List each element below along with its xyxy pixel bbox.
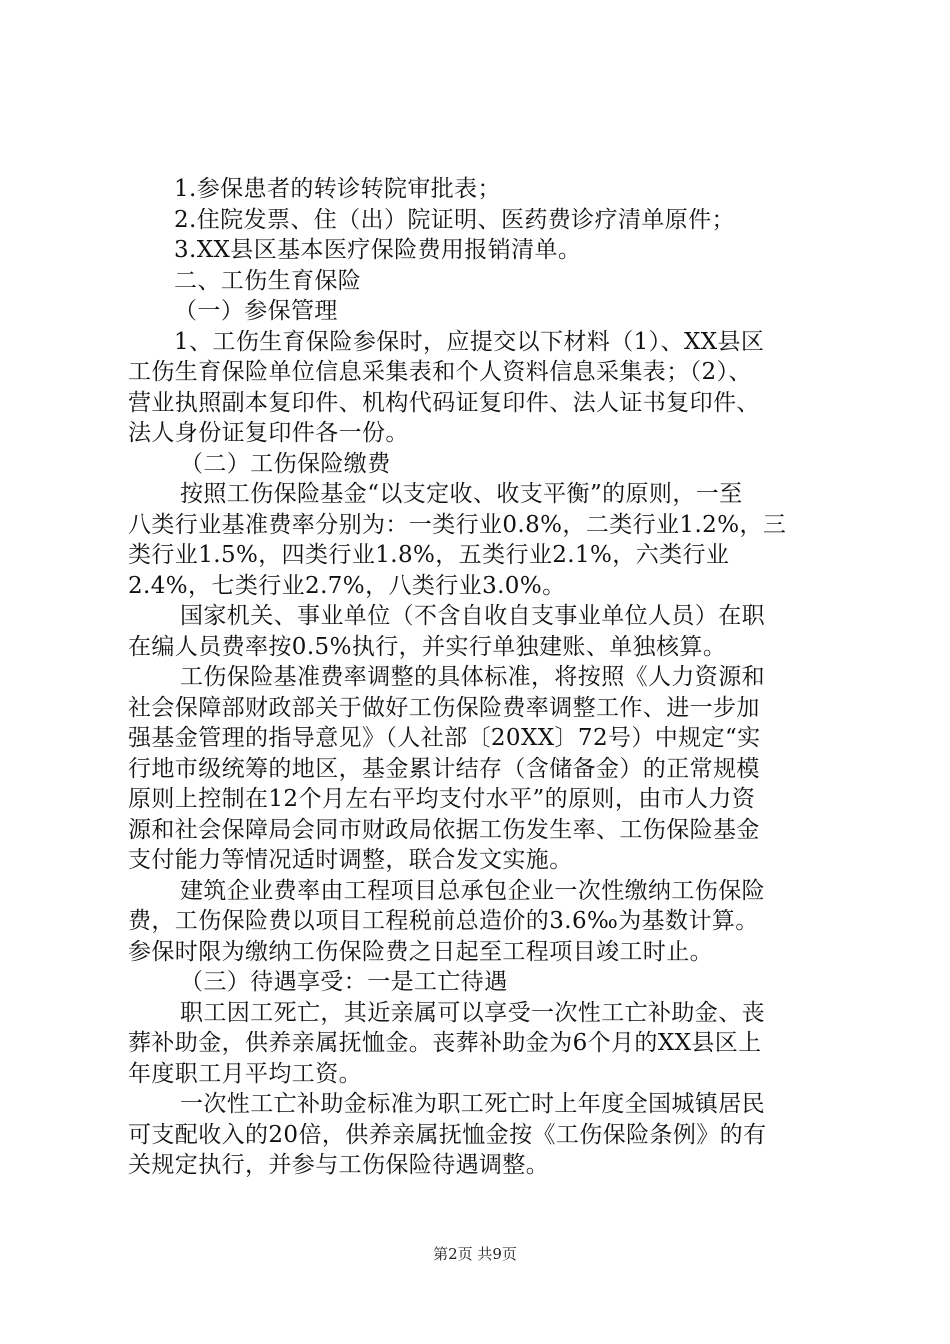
text-line: 一次性工亡补助金标准为职工死亡时上年度全国城镇居民 [180,1091,765,1117]
text-line: 类行业1.5%，四类行业1.8%，五类行业2.1%，六类行业 [128,542,730,568]
text-line: 1.参保患者的转诊转院审批表； [174,176,501,202]
text-line: 社会保障部财政部关于做好工伤保险费率调整工作、进一步加 [128,694,760,721]
text-line: 可支配收入的20倍，供养亲属抚恤金按《工伤保险条例》的有 [128,1121,767,1148]
text-line: 支付能力等情况适时调整，联合发文实施。 [128,847,573,873]
section-heading: 二、工伤生育保险 [174,267,362,294]
text-line: 关规定执行，并参与工伤保险待遇调整。 [128,1152,550,1178]
text-line: 按照工伤保险基金“以支定收、收支平衡”的原则，一至 [180,481,743,507]
text-line: 1、工伤生育保险参保时，应提交以下材料（1）、XX县区 [174,328,765,355]
subsection-heading: （二）工伤保险缴费 [180,450,391,477]
text-line: 强基金管理的指导意见》（人社部〔20XX〕72号）中规定“实 [128,725,761,751]
text-line: 2.4%，七类行业2.7%，八类行业3.0%。 [128,572,566,599]
text-line: 原则上控制在12个月左右平均支付水平”的原则，由市人力资 [128,786,756,812]
text-line: 在编人员费率按0.5%执行，并实行单独建账、单独核算。 [128,633,727,660]
text-line: 国家机关、事业单位（不含自收自支事业单位人员）在职 [180,603,765,629]
text-line: 参保时限为缴纳工伤保险费之日起至工程项目竣工时止。 [128,938,713,965]
text-line: 建筑企业费率由工程项目总承包企业一次性缴纳工伤保险 [180,877,765,904]
text-line: 3.XX县区基本医疗保险费用报销清单。 [174,237,582,263]
text-line: 职工因工死亡，其近亲属可以享受一次性工亡补助金、丧 [180,999,765,1026]
document-body [128,174,828,1181]
text-line: 2.住院发票、住（出）院证明、医药费诊疗清单原件； [174,206,735,233]
text-line: 工伤生育保险单位信息采集表和个人资料信息采集表；（2）、 [128,359,752,385]
text-line: 八类行业基准费率分别为：一类行业0.8%，二类行业1.2%，三 [128,511,787,538]
text-line: 法人身份证复印件各一份。 [128,420,409,446]
text-line: 源和社会保障局会同市财政局依据工伤发生率、工伤保险基金 [128,816,760,843]
text-line: 葬补助金，供养亲属抚恤金。丧葬补助金为6个月的XX县区上 [128,1030,762,1056]
text-line: 年度职工月平均工资。 [128,1060,362,1087]
page-number-footer: 第2页 共9页 [433,1245,517,1263]
text-line: 工伤保险基准费率调整的具体标准，将按照《人力资源和 [180,664,765,690]
text-line: 营业执照副本复印件、机构代码证复印件、法人证书复印件、 [128,389,760,416]
subsection-heading: （一）参保管理 [174,298,338,324]
text-line: 费，工伤保险费以项目工程税前总造价的3.6‰为基数计算。 [128,908,759,934]
text-line: 行地市级统筹的地区，基金累计结存（含储备金）的正常规模 [128,755,760,782]
subsection-heading: （三）待遇享受：一是工亡待遇 [180,969,508,995]
